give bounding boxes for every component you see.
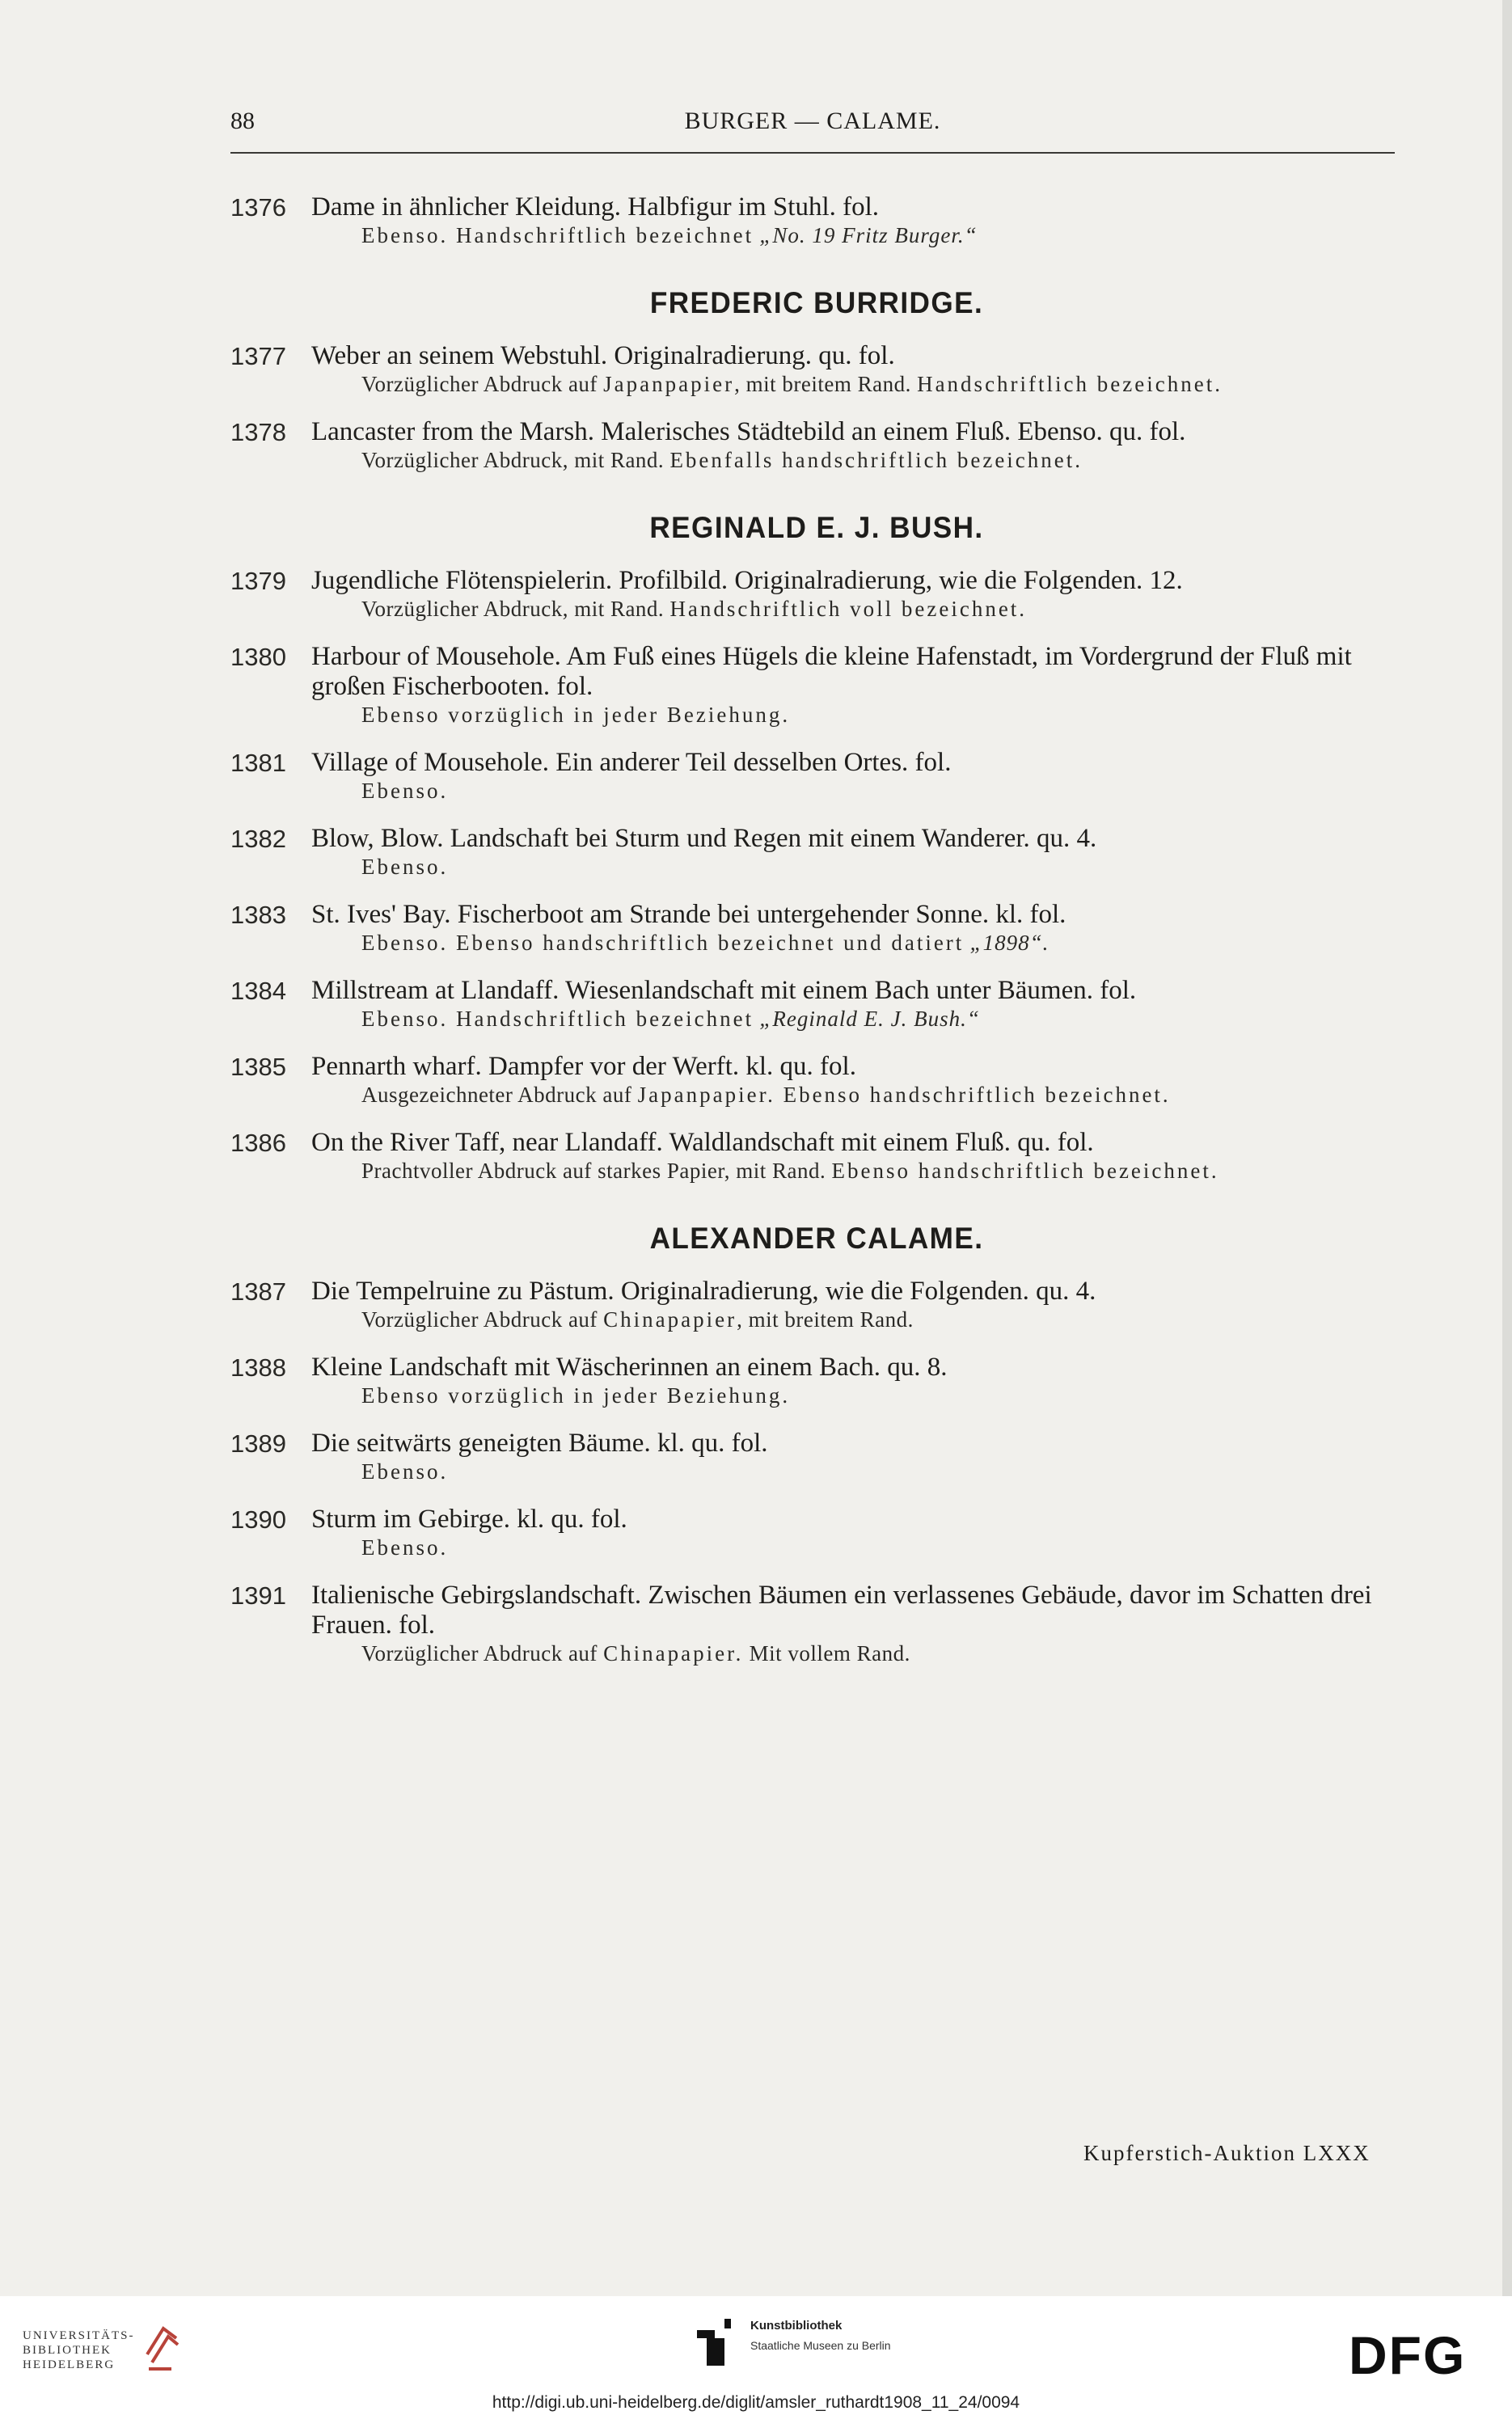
catalog-entry <box>230 1505 1403 1561</box>
entry-title: Pennarth wharf. Dampfer vor der Werft. kl. qu. fol. <box>311 1052 856 1081</box>
entry-title: Weber an seinem Webstuhl. Originalradierung. qu. fol. <box>311 341 895 370</box>
entry-note: Vorzüglicher Abdruck auf Japanpapier, mit breitem Rand. Handschriftlich bezeichnet. <box>361 372 1223 396</box>
entry-number: 1378 <box>230 418 286 446</box>
catalog-entry <box>230 1353 1403 1409</box>
entry-title: Kleine Landschaft mit Wäscherinnen an einem Bach. qu. 8. <box>311 1353 948 1382</box>
entry-number: 1380 <box>230 643 286 671</box>
entry-number: 1379 <box>230 567 286 595</box>
header-rule <box>230 152 1395 154</box>
entry-note: Prachtvoller Abdruck auf starkes Papier, mit Rand. Ebenso handschriftlich bezeichnet. <box>361 1159 1219 1183</box>
entry-title: Millstream at Llandaff. Wiesenlandschaft mit einem Bach unter Bäumen. fol. <box>311 976 1137 1005</box>
catalog-entry <box>230 566 1403 623</box>
catalog-entry <box>230 417 1403 474</box>
entry-note: Ebenso. <box>361 1535 449 1560</box>
catalog-entry <box>230 341 1403 398</box>
catalog-reference: Kupferstich-Auktion LXXX <box>1083 2141 1371 2165</box>
catalog-entry <box>230 1429 1403 1485</box>
kunstbibliothek-mark-icon <box>697 2319 742 2367</box>
entry-note: Ebenso vorzüglich in jeder Beziehung. <box>361 1383 791 1408</box>
university-line: UNIVERSITÄTS- <box>23 2329 135 2342</box>
entry-title: Blow, Blow. Landschaft bei Sturm und Regen mit einem Wanderer. qu. 4. <box>311 824 1097 853</box>
entry-note: Vorzüglicher Abdruck, mit Rand. Ebenfalls handschriftlich bezeichnet. <box>361 448 1083 472</box>
entry-number: 1386 <box>230 1129 286 1157</box>
catalog-entry <box>230 192 1403 249</box>
kunstbibliothek-logo[interactable] <box>697 2319 891 2367</box>
entry-title: Jugendliche Flötenspielerin. Profilbild. Originalradierung, wie die Folgenden. 12. <box>311 566 1183 595</box>
entry-number: 1381 <box>230 749 286 777</box>
university-line: BIBLIOTHEK <box>23 2344 112 2357</box>
entry-number: 1388 <box>230 1353 286 1382</box>
catalog-entry <box>230 748 1403 804</box>
university-line: HEIDELBERG <box>23 2358 116 2371</box>
entry-title: On the River Taff, near Llandaff. Waldlandschaft mit einem Fluß. qu. fol. <box>311 1128 1094 1157</box>
entry-number: 1377 <box>230 342 286 370</box>
university-mark-icon <box>144 2322 181 2377</box>
entry-title: Die seitwärts geneigten Bäume. kl. qu. fol. <box>311 1429 768 1458</box>
catalog-entry <box>230 1581 1403 1667</box>
entry-note: Ebenso. <box>361 779 449 803</box>
kb-subtitle: Staatliche Museen zu Berlin <box>750 2339 891 2352</box>
entry-note: Ebenso. Handschriftlich bezeichnet „Reginald E. J. Bush.“ <box>361 1007 980 1031</box>
entry-note: Ebenso. Handschriftlich bezeichnet „No. 19 Fritz Burger.“ <box>361 223 978 247</box>
entry-number: 1385 <box>230 1053 286 1081</box>
entry-number: 1383 <box>230 901 286 929</box>
artist-heading: REGINALD E. J. BUSH. <box>649 511 984 544</box>
kb-name: Kunstbibliothek <box>750 2319 843 2333</box>
catalog-entry <box>230 824 1403 880</box>
entry-title: Sturm im Gebirge. kl. qu. fol. <box>311 1505 627 1534</box>
artist-heading: ALEXANDER CALAME. <box>649 1222 984 1255</box>
entry-note: Vorzüglicher Abdruck auf Chinapapier. Mit vollem Rand. <box>361 1641 910 1666</box>
entry-note: Vorzüglicher Abdruck, mit Rand. Handschriftlich voll bezeichnet. <box>361 597 1028 621</box>
entry-note: Ebenso. <box>361 855 449 879</box>
page-edge <box>1502 0 1512 2296</box>
page-header <box>230 108 1395 140</box>
permalink-url[interactable]: http://digi.ub.uni-heidelberg.de/diglit/amsler_ruthardt1908_11_24/0094 <box>492 2393 1020 2412</box>
catalog-entry <box>230 1128 1403 1184</box>
entry-number: 1391 <box>230 1581 286 1610</box>
university-library-logo[interactable] <box>23 2328 135 2372</box>
entry-number: 1384 <box>230 977 286 1005</box>
catalog-entry <box>230 900 1403 956</box>
entry-note: Ebenso. <box>361 1459 449 1484</box>
catalog-entry <box>230 1052 1403 1108</box>
entry-number: 1376 <box>230 193 286 222</box>
entry-title: Village of Mousehole. Ein anderer Teil desselben Ortes. fol. <box>311 748 952 777</box>
entry-number: 1387 <box>230 1277 286 1306</box>
entry-note: Ausgezeichneter Abdruck auf Japanpapier. Ebenso handschriftlich bezeichnet. <box>361 1083 1171 1107</box>
catalog-content <box>230 192 1403 1687</box>
page-number: 88 <box>230 108 255 134</box>
entry-note: Vorzüglicher Abdruck auf Chinapapier, mit breitem Rand. <box>361 1307 914 1332</box>
catalog-entry <box>230 976 1403 1032</box>
entry-number: 1390 <box>230 1505 286 1534</box>
entry-title: St. Ives' Bay. Fischerboot am Strande bei untergehender Sonne. kl. fol. <box>311 900 1066 929</box>
entry-title: Italienische Gebirgslandschaft. Zwischen Bäumen ein verlassenes Gebäude, davor im Schatten drei Frauen. fol. <box>311 1581 1372 1640</box>
entry-number: 1389 <box>230 1429 286 1458</box>
entry-note: Ebenso vorzüglich in jeder Beziehung. <box>361 703 791 727</box>
entry-title: Dame in ähnlicher Kleidung. Halbfigur im Stuhl. fol. <box>311 192 880 222</box>
catalog-entry <box>230 642 1403 728</box>
catalog-entry <box>230 1277 1403 1333</box>
artist-heading: FREDERIC BURRIDGE. <box>649 286 984 319</box>
running-title: BURGER — CALAME. <box>684 108 941 134</box>
dfg-logo[interactable]: DFG <box>1349 2325 1467 2385</box>
entry-number: 1382 <box>230 825 286 853</box>
entry-note: Ebenso. Ebenso handschriftlich bezeichnet und datiert „1898“. <box>361 931 1050 955</box>
entry-title: Die Tempelruine zu Pästum. Originalradierung, wie die Folgenden. qu. 4. <box>311 1277 1096 1306</box>
entry-title: Lancaster from the Marsh. Malerisches Städtebild an einem Fluß. Ebenso. qu. fol. <box>311 417 1186 446</box>
entry-title: Harbour of Mousehole. Am Fuß eines Hügels die kleine Hafenstadt, im Vordergrund der Fluß mit großen Fischerbooten. fol. <box>311 642 1352 701</box>
